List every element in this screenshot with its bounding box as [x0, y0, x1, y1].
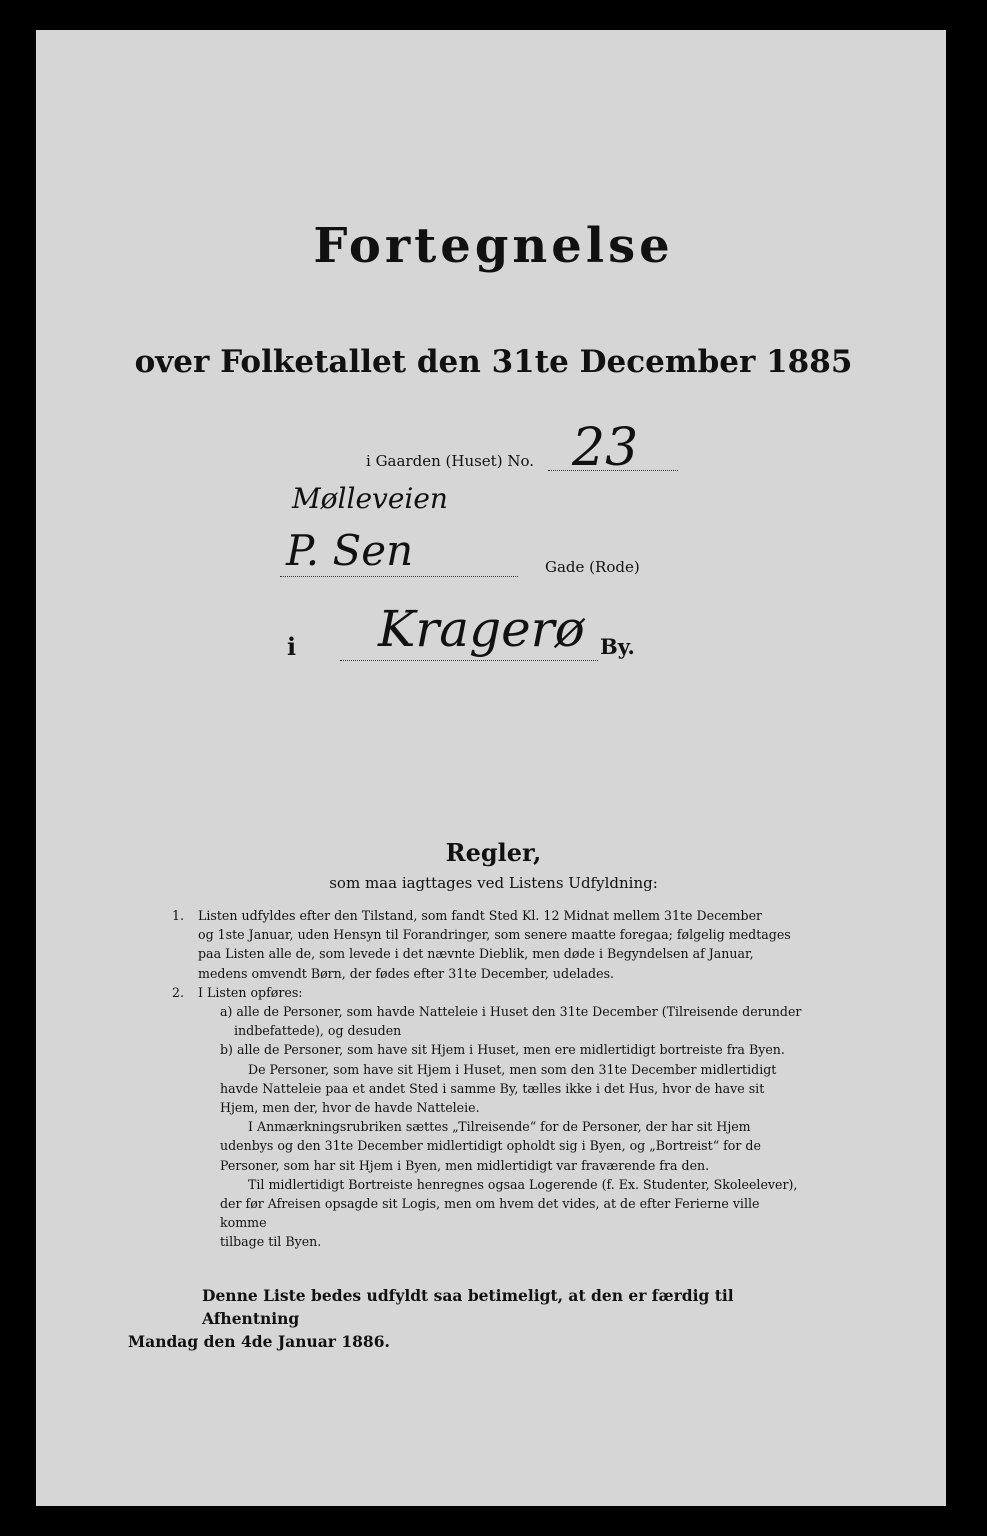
rule-text: havde Natteleie paa et andet Sted i samme By, tælles ikke i det Hus, hvor de have sit	[220, 1080, 765, 1096]
form-title: Fortegnelse	[313, 218, 674, 274]
rule-text: I Listen opføres:	[198, 984, 303, 1000]
rule-line	[172, 1060, 802, 1079]
rule-text: udenbys og den 31te December midlertidigt opholdt sig i Byen, og „Bortreist“ for de	[220, 1138, 761, 1154]
rule-line	[172, 1040, 802, 1059]
rule-number: 2.	[172, 984, 185, 1000]
street-underline	[280, 576, 518, 577]
rule-text: Til midlertidigt Bortreiste henregnes ogsaa Logerende (f. Ex. Studenter, Skoleelever),	[248, 1176, 798, 1192]
rule-line	[172, 1079, 802, 1098]
form-subtitle: over Folketallet den 31te December 1885	[134, 344, 853, 380]
rule-line	[172, 925, 802, 944]
rule-line	[172, 1117, 802, 1136]
rule-line	[172, 983, 802, 1002]
rule-text: medens omvendt Børn, der fødes efter 31te December, udelades.	[198, 965, 615, 981]
rule-number: 1.	[172, 908, 185, 923]
rule-line	[172, 1175, 802, 1194]
rule-text: b) alle de Personer, som have sit Hjem i Huset, men ere midlertidigt bortreiste fra Byen.	[220, 1042, 785, 1058]
rule-text: I Anmærkningsrubriken sættes „Tilreisende“ for de Personer, der har sit Hjem	[248, 1119, 751, 1135]
house-number-label: i Gaarden (Huset) No.	[366, 452, 534, 470]
rule-text: Hjem, men der, hvor de havde Natteleie.	[220, 1100, 480, 1116]
rule-text: Listen udfyldes efter den Tilstand, som fandt Sted Kl. 12 Midnat mellem 31te December	[198, 908, 763, 923]
rule-text: og 1ste Januar, uden Hensyn til Forandringer, som senere maatte foregaa; følgelig medtages	[198, 927, 791, 943]
gade-label: Gade (Rode)	[545, 558, 640, 576]
pickup-notice-line2: Mandag den 4de Januar 1886.	[128, 1332, 390, 1351]
rule-text: De Personer, som have sit Hjem i Huset, men som den 31te December midlertidigt	[248, 1061, 777, 1077]
town-name: Kragerø	[378, 600, 585, 658]
pickup-notice-line1: Denne Liste bedes udfyldt saa betimeligt, at den er færdig til Afhentning	[202, 1286, 734, 1328]
rule-text: paa Listen alle de, som levede i det nævnte Dieblik, men døde i Begyndelsen af Januar,	[198, 946, 754, 962]
rule-line	[172, 1156, 802, 1175]
rules-subheading: som maa iagttages ved Listens Udfyldning:	[329, 874, 658, 892]
rule-line	[172, 1021, 802, 1040]
rule-line	[172, 1194, 802, 1232]
rule-text: tilbage til Byen.	[220, 1234, 322, 1250]
street-name-line2: P. Sen	[286, 526, 414, 575]
rule-line	[172, 1002, 802, 1021]
rules-list	[172, 906, 802, 1252]
pickup-notice	[128, 1284, 800, 1353]
rules-heading: Regler,	[445, 838, 542, 867]
town-underline	[340, 660, 598, 661]
rule-line	[172, 1136, 802, 1155]
rule-text: indbefattede), og desuden	[234, 1023, 402, 1039]
by-label: By.	[600, 634, 635, 659]
rule-text: a) alle de Personer, som havde Natteleie i Huset den 31te December (Tilreisende derunder	[220, 1004, 802, 1020]
rule-line	[172, 964, 802, 983]
street-name-line1: Mølleveien	[292, 482, 448, 515]
rule-line	[172, 1098, 802, 1117]
house-number-underline	[548, 470, 678, 471]
town-prefix: i	[287, 632, 297, 661]
rule-text: der før Afreisen opsagde sit Logis, men om hvem det vides, at de efter Ferierne ville komme	[220, 1196, 760, 1231]
rule-line	[172, 906, 802, 925]
rule-line	[172, 944, 802, 963]
house-number-value: 23	[572, 418, 639, 478]
rule-text: Personer, som har sit Hjem i Byen, men midlertidigt var fraværende fra den.	[220, 1157, 710, 1173]
rule-line	[172, 1232, 802, 1251]
